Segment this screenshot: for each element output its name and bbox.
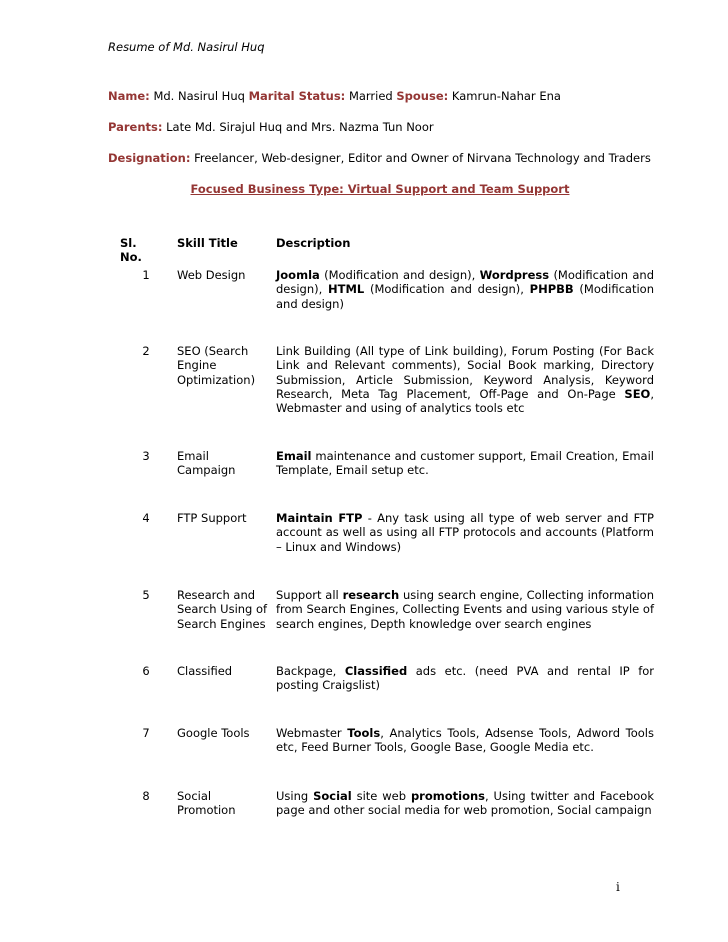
row-description [276, 344, 654, 415]
row-skill-title: Email Campaign [177, 449, 236, 478]
row-sl-no: 6 [142, 664, 150, 678]
description-keyword: Email [276, 449, 312, 463]
row-skill-title: Google Tools [177, 726, 250, 740]
row-description [276, 588, 654, 631]
row-description [276, 268, 654, 311]
row-skill-title: Social Promotion [177, 789, 236, 818]
parents-label: Parents: [108, 120, 163, 134]
parents-line [108, 120, 434, 134]
row-sl-no: 4 [142, 511, 150, 525]
description-text: , Using twitter and Facebook page and other social media for web promotion, Social campaign [276, 789, 654, 818]
header-description: Description [276, 236, 351, 250]
description-keyword: promotions [410, 789, 485, 803]
designation-line [108, 151, 651, 165]
description-text: ads etc. (need PVA and rental IP for posting Craigslist) [276, 664, 655, 693]
description-text: Webmaster [276, 726, 348, 740]
row-skill-title: SEO (Search Engine Optimization) [177, 344, 256, 387]
row-description [276, 449, 654, 478]
description-text: , Webmaster and using of analytics tools etc [276, 386, 654, 416]
row-sl-no: 3 [142, 449, 150, 463]
row-sl-no: 1 [142, 268, 150, 282]
row-sl-no: 2 [142, 344, 150, 358]
row-sl-no: 7 [142, 726, 150, 740]
description-text: - Any task using all type of web server and FTP account as well as using all FTP protocols and accounts (Platform – Linux and Windows) [276, 511, 654, 554]
name-value: Md. Nasirul Huq [153, 89, 245, 103]
designation-label: Designation: [108, 151, 191, 165]
description-text: maintenance and customer support, Email Creation, Email Template, Email setup etc. [276, 449, 654, 478]
row-description [276, 511, 654, 554]
description-text: Link Building (All type of Link building), Forum Posting (For Back Link and Relevant comments), Social Book marking, Directory Submission, Article Submission, Keyword Analysis, Keyword Research, Meta Tag Placement, Off-Page and On-Page [276, 344, 654, 401]
description-text: using search engine, Collecting information from Search Engines, Collecting Events and using various style of search engines, Depth knowledge over search engines [276, 588, 654, 631]
row-skill-title: Classified [177, 664, 233, 678]
description-text: Backpage, [276, 664, 345, 678]
header-skill-title: Skill Title [177, 236, 238, 250]
row-sl-no: 5 [142, 588, 150, 602]
description-text: , Analytics Tools, Adsense Tools, Adword Tools etc, Feed Burner Tools, Google Base, Google Media etc. [276, 726, 654, 755]
header-sl-no: Sl. No. [120, 236, 142, 265]
description-text: Using [276, 789, 314, 803]
row-skill-title: Web Design [177, 268, 246, 282]
name-line [108, 89, 561, 103]
row-description [276, 726, 654, 755]
description-text: (Modification and design), [364, 282, 530, 297]
description-keyword: SEO [624, 386, 651, 401]
row-skill-title: FTP Support [177, 511, 247, 525]
description-text: Support all [276, 588, 343, 602]
description-text: site web [351, 789, 411, 803]
focused-business-type [0, 182, 660, 196]
description-text: (Modification and design), [276, 268, 654, 297]
spouse-label: Spouse: [396, 89, 449, 103]
description-keyword: Joomla [276, 268, 320, 282]
focused-business-type-text: Focused Business Type: Virtual Support and Team Support [190, 182, 570, 196]
spouse-value: Kamrun-Nahar Ena [451, 89, 561, 103]
marital-status-label: Marital Status: [248, 89, 346, 103]
parents-value: Late Md. Sirajul Huq and Mrs. Nazma Tun Noor [166, 120, 434, 134]
description-keyword: research [342, 588, 400, 602]
name-label: Name: [108, 89, 150, 103]
description-text: (Modification and design), [319, 268, 480, 282]
description-keyword: Social [313, 789, 352, 803]
row-description [276, 664, 654, 693]
row-description [276, 789, 654, 818]
row-skill-title: Research and Search Using of Search Engines [177, 588, 268, 631]
marital-status-value: Married [348, 89, 393, 103]
row-sl-no: 8 [142, 789, 150, 803]
description-keyword: HTML [328, 282, 365, 297]
running-head: Resume of Md. Nasirul Huq [108, 40, 265, 54]
description-keyword: Wordpress [479, 268, 550, 282]
description-keyword: Tools [347, 726, 381, 740]
description-keyword: Classified [344, 664, 408, 678]
page-number: i [616, 880, 620, 894]
designation-value: Freelancer, Web-designer, Editor and Owner of Nirvana Technology and Traders [194, 151, 651, 165]
description-keyword: PHPBB [529, 282, 574, 297]
description-keyword: Maintain FTP [276, 511, 363, 525]
description-text: (Modification and design) [276, 282, 654, 311]
